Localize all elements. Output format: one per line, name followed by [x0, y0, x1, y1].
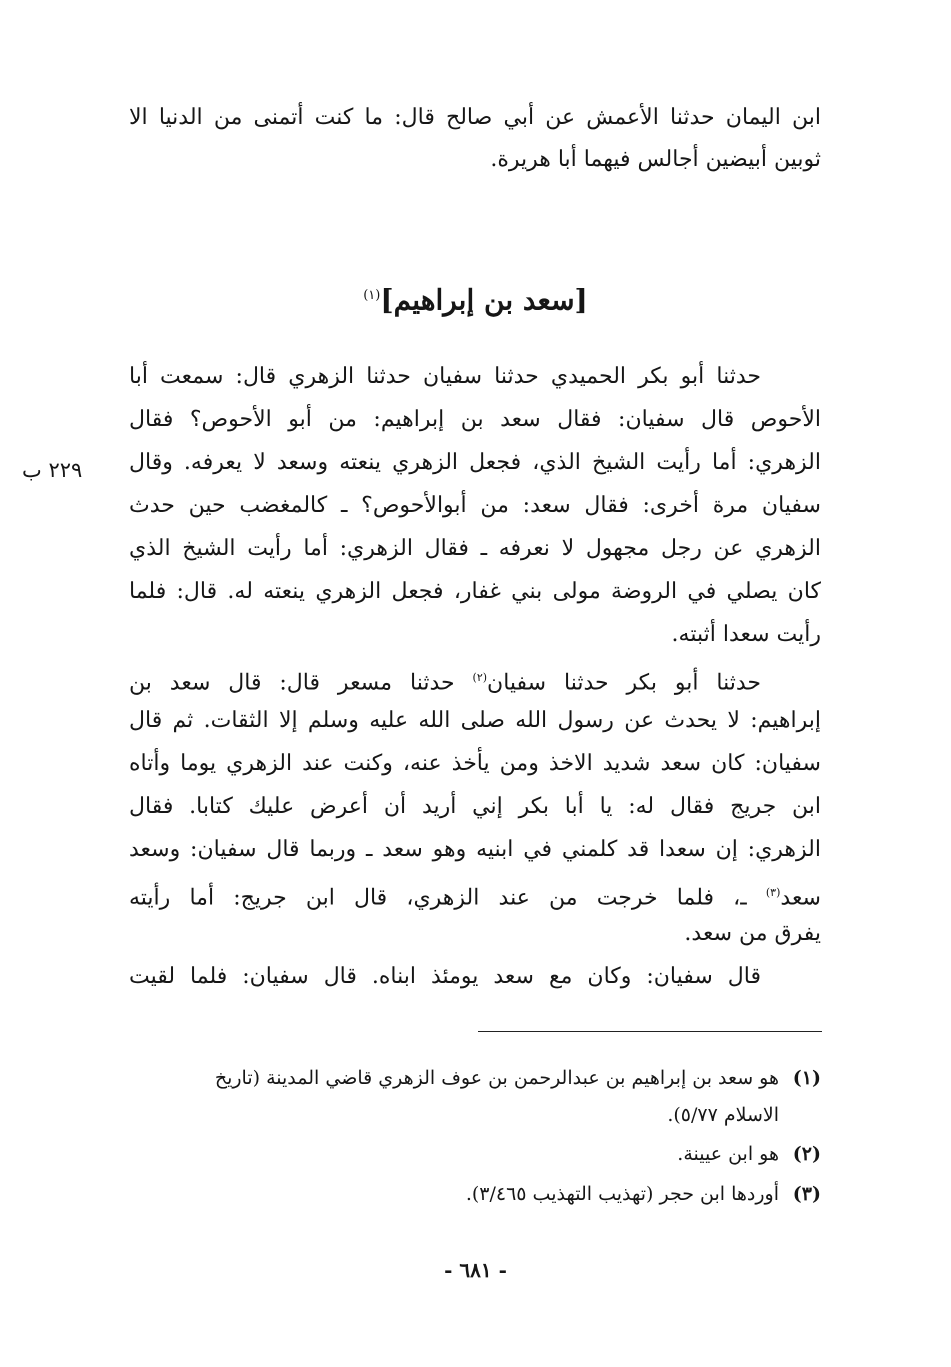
folio-margin-note: ٢٢٩ ب — [22, 458, 83, 482]
para2-line-2: إبراهيم: لا يحدث عن رسول الله صلى الله عليه وسلم إلا الثقات. ثم قال — [129, 708, 821, 733]
footnote-1-line-2: الاسلام ٥/٧٧). — [667, 1104, 779, 1126]
footnote-1-number: (١) — [792, 1067, 821, 1089]
para3-line-1: قال سفيان: وكان مع سعد يومئذ ابناه. قال سفيان: فلما لقيت — [129, 964, 761, 989]
footnote-2-text: هو ابن عيينة. — [677, 1143, 779, 1165]
footnote-3-number: (٣) — [792, 1183, 821, 1205]
para2-line-6-part-a: سعد — [780, 885, 821, 911]
footnote-1-text: هو سعد بن إبراهيم بن عبدالرحمن بن عوف الزهري قاضي المدينة (تاريخ — [214, 1067, 779, 1089]
footnote-separator — [478, 1031, 822, 1032]
para1-line-2: الأحوص قال سفيان: فقال سعد بن إبراهيم: من أبو الأحوص؟ فقال — [129, 407, 821, 432]
para2-line-7: يفرق من سعد. — [684, 921, 821, 946]
footnote-2-number: (٢) — [792, 1143, 821, 1165]
para1-line-5: الزهري عن رجل مجهول لا نعرفه ـ فقال الزهري: أما رأيت الشيخ الذي — [129, 536, 821, 561]
top-text-line-1: ابن اليمان حدثنا الأعمش عن أبي صالح قال: ما كنت أتمنى من الدنيا الا — [129, 105, 821, 130]
footnote-3-text: أوردها ابن حجر (تهذيب التهذيب ٣/٤٦٥). — [465, 1183, 779, 1205]
para2-line-6 — [129, 873, 821, 913]
footnote-1-line-1 — [129, 1060, 821, 1096]
para1-line-6: كان يصلي في الروضة مولى بني غفار، فجعل الزهري ينعته له. قال: فلما — [129, 579, 821, 604]
para2-line-1 — [129, 658, 821, 698]
footnote-2 — [129, 1136, 821, 1172]
para1-line-7: رأيت سعدا أثبته. — [671, 622, 821, 647]
footnote-ref-3: (٣) — [765, 886, 781, 899]
para2-line-6-part-b: ـ، فلما خرجت من عند الزهري، قال ابن جريج: أما رأيته — [129, 885, 766, 911]
footnote-ref-2: (٢) — [472, 671, 488, 684]
para1-line-1: حدثنا أبو بكر الحميدي حدثنا سفيان حدثنا الزهري قال: سمعت أبا — [129, 364, 761, 389]
heading-footnote-ref: (١) — [363, 288, 381, 303]
para2-line-5: الزهري: إن سعدا قد كلمني في ابنيه وهو سعد ـ وربما قال سفيان: وسعد — [129, 837, 821, 862]
section-heading-text: [سعد بن إبراهيم] — [380, 283, 588, 317]
top-text-line-2: ثوبين أبيضين أجالس فيهما أبا هريرة. — [490, 147, 821, 172]
para1-line-4: سفيان مرة أخرى: فقال سعد: من أبوالأحوص؟ ـ كالمغضب حين حدث — [129, 493, 821, 518]
para2-line-4: ابن جريج فقال له: يا أبا بكر إني أريد أن أعرض عليك كتابا. فقال — [129, 794, 821, 819]
para2-line-1-part-a: حدثنا أبو بكر حدثنا سفيان — [487, 670, 761, 696]
footnote-3 — [129, 1176, 821, 1212]
para2-line-1-part-b: حدثنا مسعر قال: قال سعد بن — [129, 670, 473, 696]
page-number: - ٦٨١ - — [444, 1258, 507, 1282]
para1-line-3: الزهري: أما رأيت الشيخ الذي، فجعل الزهري ينعته وسعد لا يعرفه. وقال — [129, 450, 821, 475]
section-heading — [0, 272, 951, 324]
para2-line-3: سفيان: كان سعد شديد الاخذ ومن يأخذ عنه، وكنت عند الزهري يوما وأتاه — [129, 751, 821, 776]
